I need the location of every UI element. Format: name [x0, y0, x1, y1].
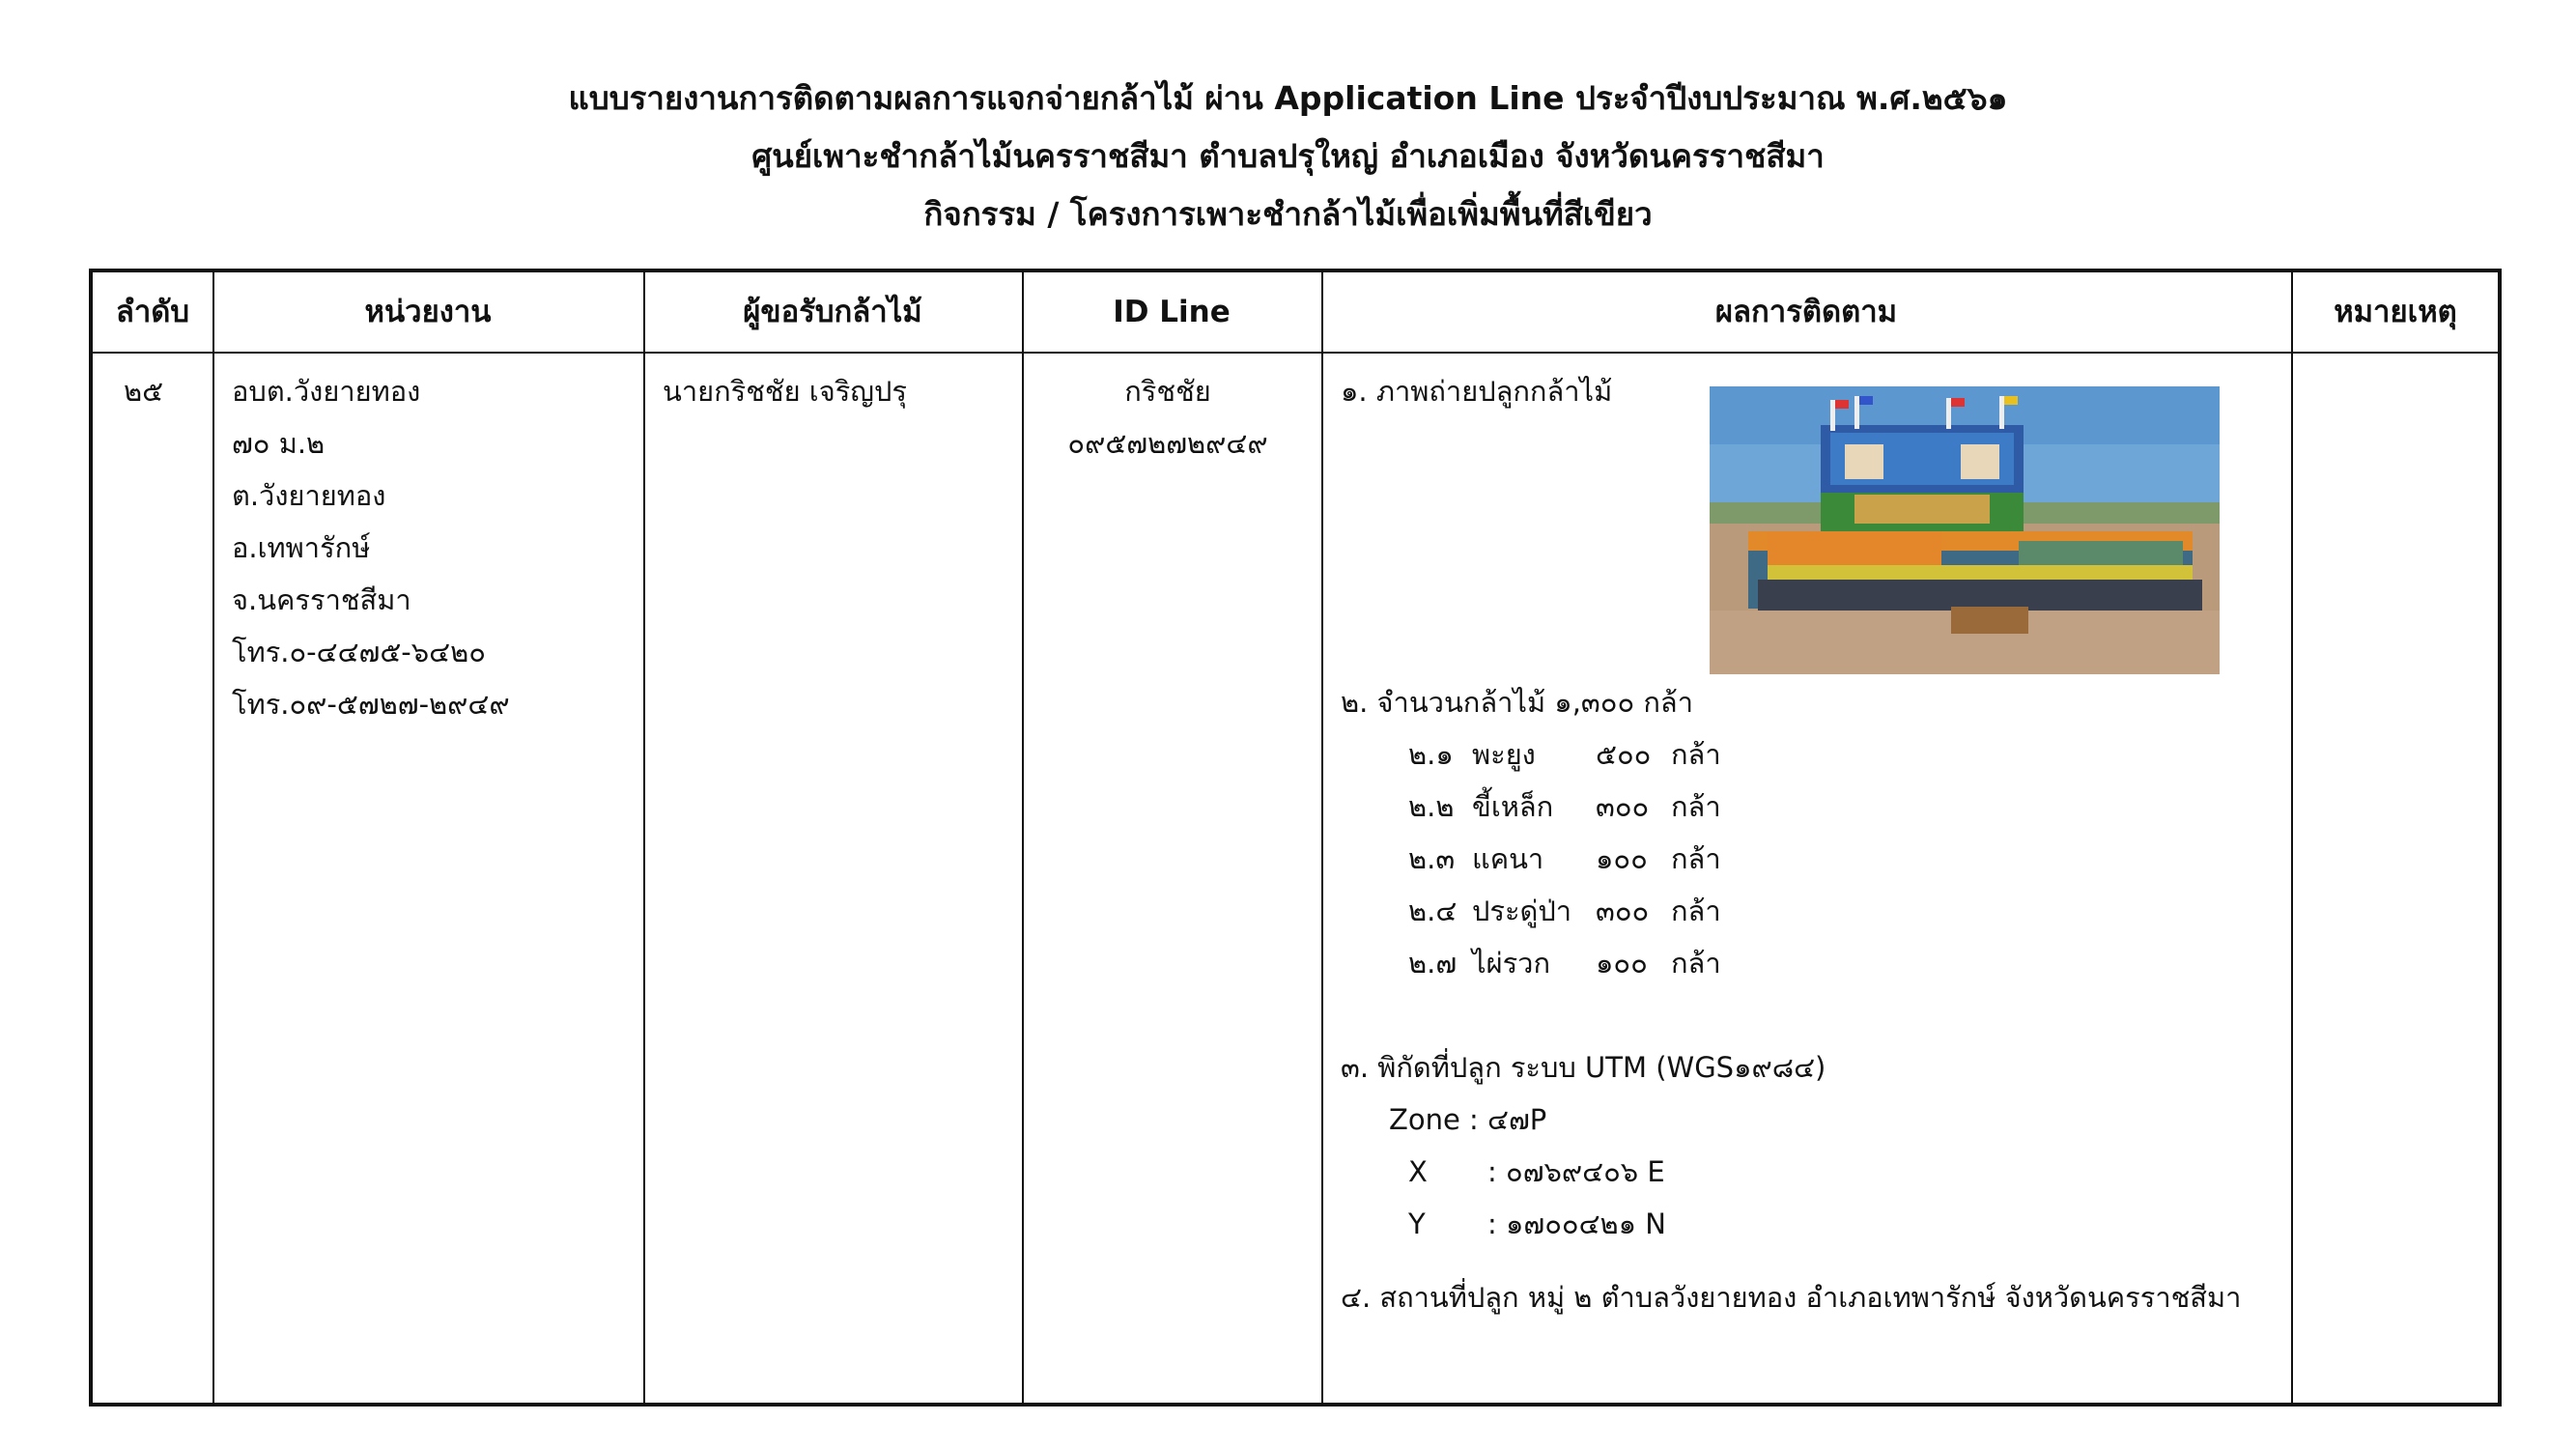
species-name: พะยูง — [1472, 738, 1536, 771]
column-header-order: ลำดับ — [115, 295, 190, 329]
agency-line: จ.นครราชสีมา — [232, 583, 411, 616]
species-code: ๒.๒ — [1408, 790, 1455, 823]
result-coordinates-heading: ๓. พิกัดที่ปลูก ระบบ UTM (WGS๑๙๘๔) — [1341, 1051, 1826, 1084]
species-unit: กล้า — [1671, 842, 1721, 875]
agency-line: อ.เทพารักษ์ — [232, 531, 371, 564]
species-qty: ๕๐๐ — [1596, 738, 1652, 771]
report-subtitle-center: ศูนย์เพาะชำกล้าไม้นครราชสีมา ตำบลปรุใหญ่ อำเภอเมือง จังหวัดนครราชสีมา — [751, 137, 1825, 175]
agency-phone: โทร.๐๙-๕๗๒๗-๒๙๔๙ — [232, 688, 510, 721]
column-header-results: ผลการติดตาม — [1714, 295, 1898, 329]
utm-y-label: Y — [1408, 1208, 1426, 1240]
species-unit: กล้า — [1671, 790, 1721, 823]
species-code: ๒.๔ — [1408, 895, 1458, 927]
planting-photo — [1710, 386, 2220, 674]
column-header-id-line: ID Line — [1113, 295, 1231, 329]
species-qty: ๓๐๐ — [1596, 790, 1650, 823]
species-name: ประดู่ป่า — [1472, 895, 1572, 927]
header-divider — [93, 352, 2498, 354]
result-seedling-count: ๒. จำนวนกล้าไม้ ๑,๓๐๐ กล้า — [1341, 686, 1693, 719]
species-code: ๒.๗ — [1408, 947, 1458, 980]
row-number: ๒๕ — [124, 375, 164, 408]
species-code: ๒.๓ — [1408, 842, 1456, 875]
species-unit: กล้า — [1671, 895, 1721, 927]
agency-line: ๗๐ ม.๒ — [232, 427, 326, 460]
species-qty: ๑๐๐ — [1596, 947, 1648, 980]
column-header-requester: ผู้ขอรับกล้าไม้ — [743, 295, 922, 329]
column-header-remark: หมายเหตุ — [2334, 295, 2457, 329]
column-divider — [643, 272, 645, 1403]
report-subtitle-project: กิจกรรม / โครงการเพาะชำกล้าไม้เพื่อเพิ่มพื้นที่สีเขียว — [923, 195, 1653, 233]
column-divider — [2291, 272, 2293, 1403]
planting-photo-image — [1710, 386, 2220, 674]
report-title: แบบรายงานการติดตามผลการแจกจ่ายกล้าไม้ ผ่าน Application Line ประจำปีงบประมาณ พ.ศ.๒๕๖๑ — [568, 79, 2008, 117]
column-divider — [1321, 272, 1323, 1403]
id-line-number: ๐๙๕๗๒๗๒๙๔๙ — [1067, 427, 1268, 460]
species-code: ๒.๑ — [1408, 738, 1454, 771]
utm-zone: Zone : ๔๗P — [1389, 1103, 1547, 1136]
result-planting-location: ๔. สถานที่ปลูก หมู่ ๒ ตำบลวังยายทอง อำเภอเทพารักษ์ จังหวัดนครราชสีมา — [1341, 1281, 2242, 1314]
species-unit: กล้า — [1671, 947, 1721, 980]
utm-x-label: X — [1408, 1155, 1428, 1188]
agency-line: อบต.วังยายทอง — [232, 375, 421, 408]
species-name: แคนา — [1472, 842, 1544, 875]
agency-phone: โทร.๐-๔๔๗๕-๖๔๒๐ — [232, 636, 486, 668]
species-qty: ๓๐๐ — [1596, 895, 1650, 927]
species-name: ขี้เหล็ก — [1472, 790, 1554, 823]
column-divider — [212, 272, 214, 1403]
id-line-name: กริชชัย — [1124, 375, 1211, 408]
utm-x-value: : ๐๗๖๙๔๐๖ E — [1487, 1155, 1665, 1188]
requester-name: นายกริชชัย เจริญปรุ — [663, 375, 907, 408]
utm-y-value: : ๑๗๐๐๔๒๑ N — [1487, 1208, 1666, 1240]
species-unit: กล้า — [1671, 738, 1721, 771]
species-name: ไผ่รวก — [1472, 947, 1550, 980]
species-qty: ๑๐๐ — [1596, 842, 1648, 875]
agency-line: ต.วังยายทอง — [232, 479, 386, 512]
column-header-agency: หน่วยงาน — [364, 295, 492, 329]
result-photo-item: ๑. ภาพถ่ายปลูกกล้าไม้ — [1341, 375, 1613, 408]
